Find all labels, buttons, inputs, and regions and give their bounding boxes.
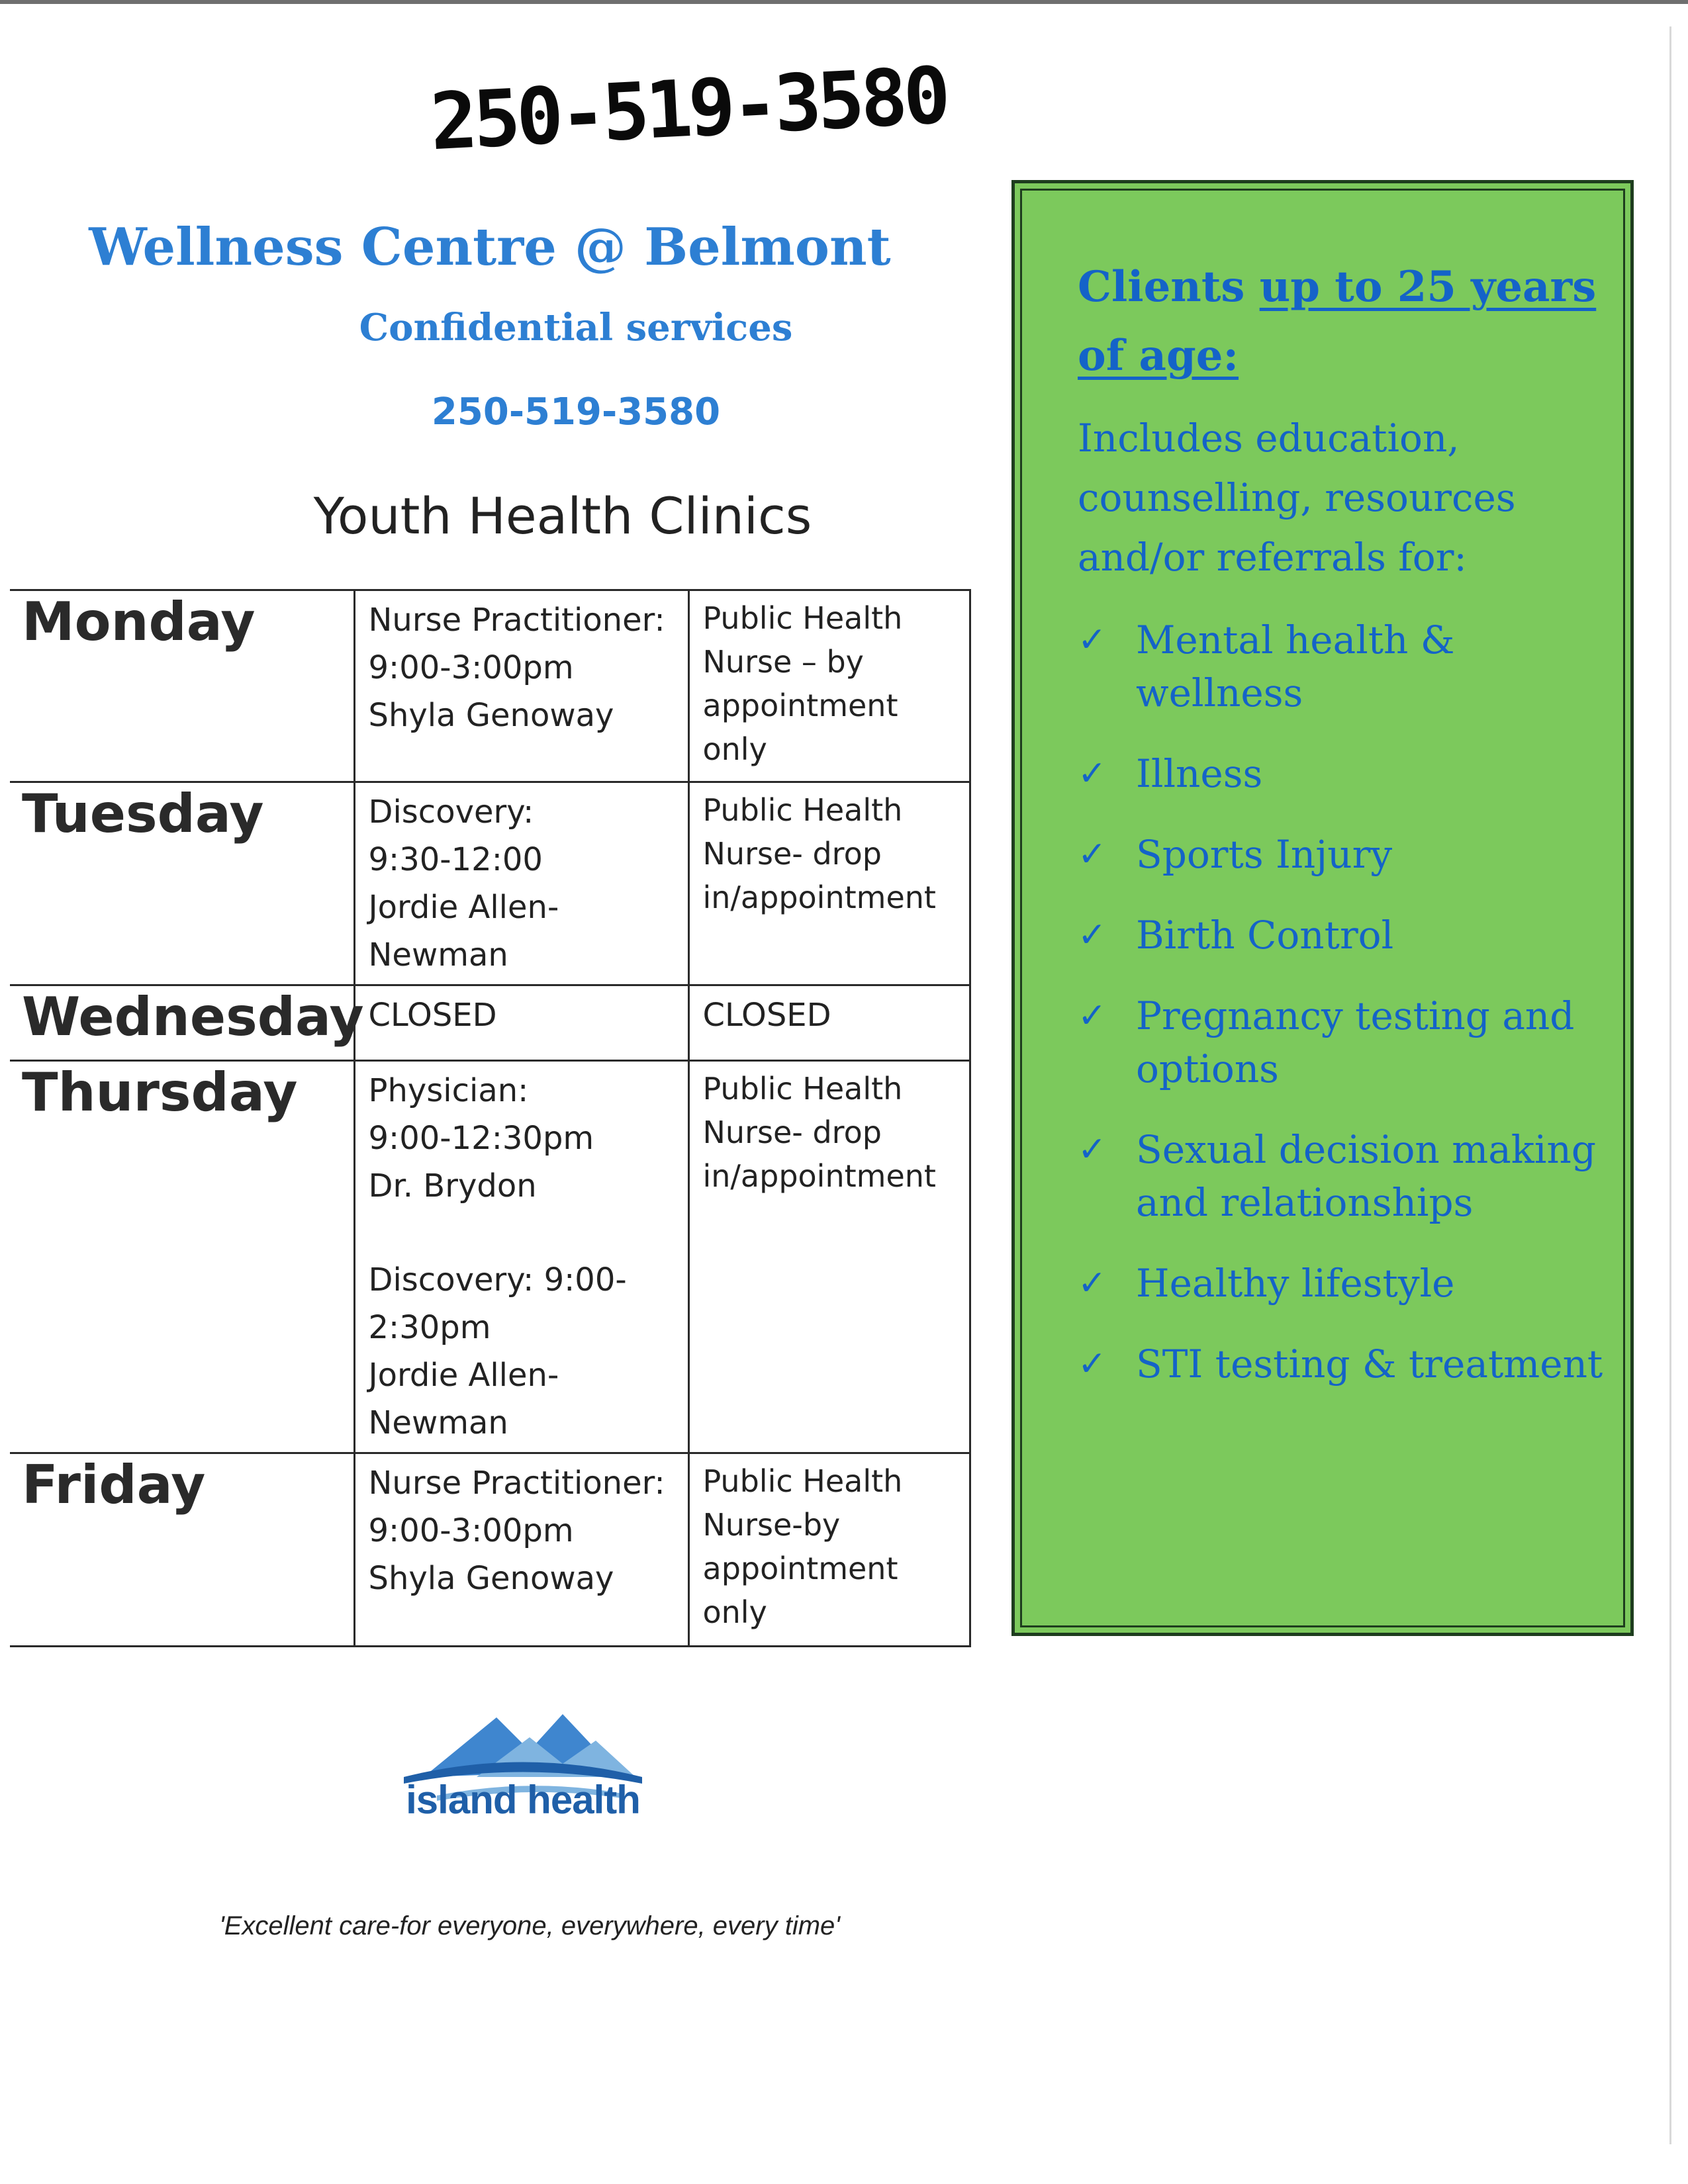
day-label: Thursday — [10, 1061, 354, 1453]
provider-text: CLOSED — [368, 997, 497, 1034]
checkmark-icon: ✓ — [1078, 1344, 1107, 1384]
day-label: Friday — [10, 1453, 354, 1647]
list-item — [1078, 747, 1607, 800]
logo-wordmark: island health — [406, 1778, 640, 1822]
eligibility-heading-lead: Clients — [1078, 262, 1260, 312]
provider-cell — [354, 985, 688, 1061]
provider-text: Physician: 9:00-12:30pm Dr. Brydon — [368, 1072, 594, 1205]
day-label: Monday — [10, 590, 354, 782]
provider-text: Nurse Practitioner: 9:00-3:00pm Shyla Genoway — [368, 1465, 665, 1597]
service-label: Illness — [1136, 751, 1263, 796]
list-item — [1078, 828, 1607, 881]
nurse-text: Public Health Nurse-by appointment only — [702, 1463, 903, 1630]
checkmark-icon: ✓ — [1078, 1263, 1107, 1303]
day-label: Wednesday — [10, 985, 354, 1061]
nurse-text: Public Health Nurse – by appointment only — [702, 600, 903, 767]
provider-text: Nurse Practitioner: 9:00-3:00pm Shyla Genoway — [368, 602, 665, 734]
list-item — [1078, 989, 1607, 1095]
nurse-cell — [688, 1061, 970, 1453]
page-subtitle: Confidential services — [359, 306, 793, 349]
handwritten-phone-number: 250-519-3580 — [428, 49, 949, 168]
service-label: Healthy lifestyle — [1136, 1261, 1455, 1306]
checkmark-icon: ✓ — [1078, 915, 1107, 955]
table-row — [10, 590, 970, 782]
service-label: Sports Injury — [1136, 832, 1393, 877]
eligibility-box — [1011, 180, 1634, 1636]
service-label: Mental health & wellness — [1136, 617, 1455, 715]
nurse-text: Public Health Nurse- drop in/appointment — [702, 792, 936, 915]
table-row — [10, 1061, 970, 1453]
nurse-cell — [688, 985, 970, 1061]
clinics-heading: Youth Health Clinics — [313, 486, 812, 545]
provider-cell — [354, 1453, 688, 1647]
provider-cell — [354, 1061, 688, 1453]
nurse-text: Public Health Nurse- drop in/appointment — [702, 1071, 936, 1194]
provider-text: Discovery: 9:30-12:00 Jordie Allen- Newman — [368, 794, 559, 974]
nurse-cell — [688, 1453, 970, 1647]
list-item — [1078, 1123, 1607, 1229]
nurse-cell — [688, 590, 970, 782]
service-label: Sexual decision making and relationships — [1136, 1127, 1596, 1225]
provider-text: Discovery: 9:00- 2:30pm Jordie Allen- Newman — [368, 1261, 627, 1441]
list-item — [1078, 614, 1607, 719]
tagline: 'Excellent care-for everyone, everywhere, every time' — [219, 1911, 840, 1940]
service-label: Pregnancy testing and options — [1136, 993, 1575, 1091]
list-item — [1078, 1257, 1607, 1310]
service-label: STI testing & treatment — [1136, 1342, 1603, 1387]
scan-edge-top — [0, 0, 1688, 4]
list-item — [1078, 909, 1607, 962]
provider-cell — [354, 590, 688, 782]
checkmark-icon: ✓ — [1078, 835, 1107, 874]
checkmark-icon: ✓ — [1078, 996, 1107, 1036]
table-row — [10, 985, 970, 1061]
day-label: Tuesday — [10, 782, 354, 985]
eligibility-heading-underlined: up to 25 years of age: — [1078, 262, 1597, 381]
list-item — [1078, 1338, 1607, 1390]
checkmark-icon: ✓ — [1078, 620, 1107, 660]
nurse-text: CLOSED — [702, 997, 831, 1034]
service-label: Birth Control — [1136, 913, 1394, 958]
provider-cell — [354, 782, 688, 985]
service-list — [1078, 614, 1607, 1418]
page-title: Wellness Centre @ Belmont — [89, 217, 891, 277]
checkmark-icon: ✓ — [1078, 754, 1107, 794]
contact-phone: 250-519-3580 — [431, 390, 721, 433]
clinic-schedule-table — [10, 589, 971, 1647]
table-row — [10, 1453, 970, 1647]
checkmark-icon: ✓ — [1078, 1130, 1107, 1169]
eligibility-intro: Includes education, counselling, resources and/or referrals for: — [1078, 416, 1516, 580]
scan-edge-right — [1669, 26, 1671, 2144]
eligibility-heading — [1078, 253, 1607, 390]
nurse-cell — [688, 782, 970, 985]
table-row — [10, 782, 970, 985]
